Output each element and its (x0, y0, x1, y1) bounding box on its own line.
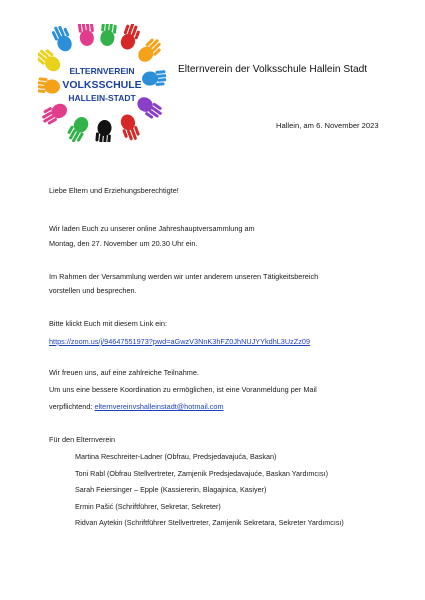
signatory-2: Toni Rabl (Obfrau Stellvertreter, Zamjenik Predsjedavajuće, Baskan Yardımcısı) (75, 469, 328, 478)
invitation-line: Wir laden Euch zu unserer online Jahreshauptversammlung am (49, 224, 255, 233)
agenda-line-2: vorstellen und besprechen. (49, 286, 137, 295)
handprint-logo-graphic (38, 24, 166, 142)
signatory-3: Sarah Feiersinger – Epple (Kassiererin, Blagajnica, Kasiyer) (75, 485, 267, 494)
signoff: Für den Elternverein (49, 435, 116, 444)
zoom-meeting-link[interactable]: https://zoom.us/j/94647551973?pwd=aGwzV3NnK3hFZ0JhNUJYYkdhL3UzZz09 (49, 337, 311, 346)
logo-line-2: VOLKSSCHULE (62, 79, 142, 91)
closing-line-3 (49, 401, 224, 412)
school-association-logo (38, 24, 166, 142)
organization-title: Elternverein der Volksschule Hallein Stadt (178, 64, 368, 75)
closing-line-1: Wir freuen uns, auf eine zahlreiche Teilnahme. (49, 368, 199, 377)
signatory-1: Martina Reschreiter-Ladner (Obfrau, Predsjedavajuća, Baskan) (75, 452, 277, 461)
closing-line-2: Um uns eine bessere Koordination zu ermöglichen, ist eine Voranmeldung per Mail (49, 385, 317, 394)
logo-line-3: HALLEIN-STADT (68, 93, 136, 103)
contact-email-link[interactable]: elternvereinvshalleinstadt@hotmail.com (94, 402, 224, 411)
link-intro: Bitte klickt Euch mit diesem Link ein: (49, 319, 168, 328)
agenda-line-1: Im Rahmen der Versammlung werden wir unter anderem unseren Tätigkeitsbereich (49, 272, 319, 281)
closing-line-3-prefix: verpflichtend: (49, 402, 95, 411)
signatory-4: Ermin Pašić (Schriftführer, Sekretar, Sekreter) (75, 502, 221, 511)
logo-line-1: ELTERNVEREIN (69, 66, 135, 76)
meeting-date-line: Montag, den 27. November um 20.30 Uhr ein. (49, 239, 198, 248)
place-and-date: Hallein, am 6. November 2023 (276, 121, 379, 130)
signatory-5: Ridvan Aytekin (Schriftführer Stellvertreter, Zamjenik Sekretara, Sekreter Yardımcısı) (75, 518, 344, 527)
greeting: Liebe Eltern und Erziehungsberechtigte! (49, 186, 179, 195)
